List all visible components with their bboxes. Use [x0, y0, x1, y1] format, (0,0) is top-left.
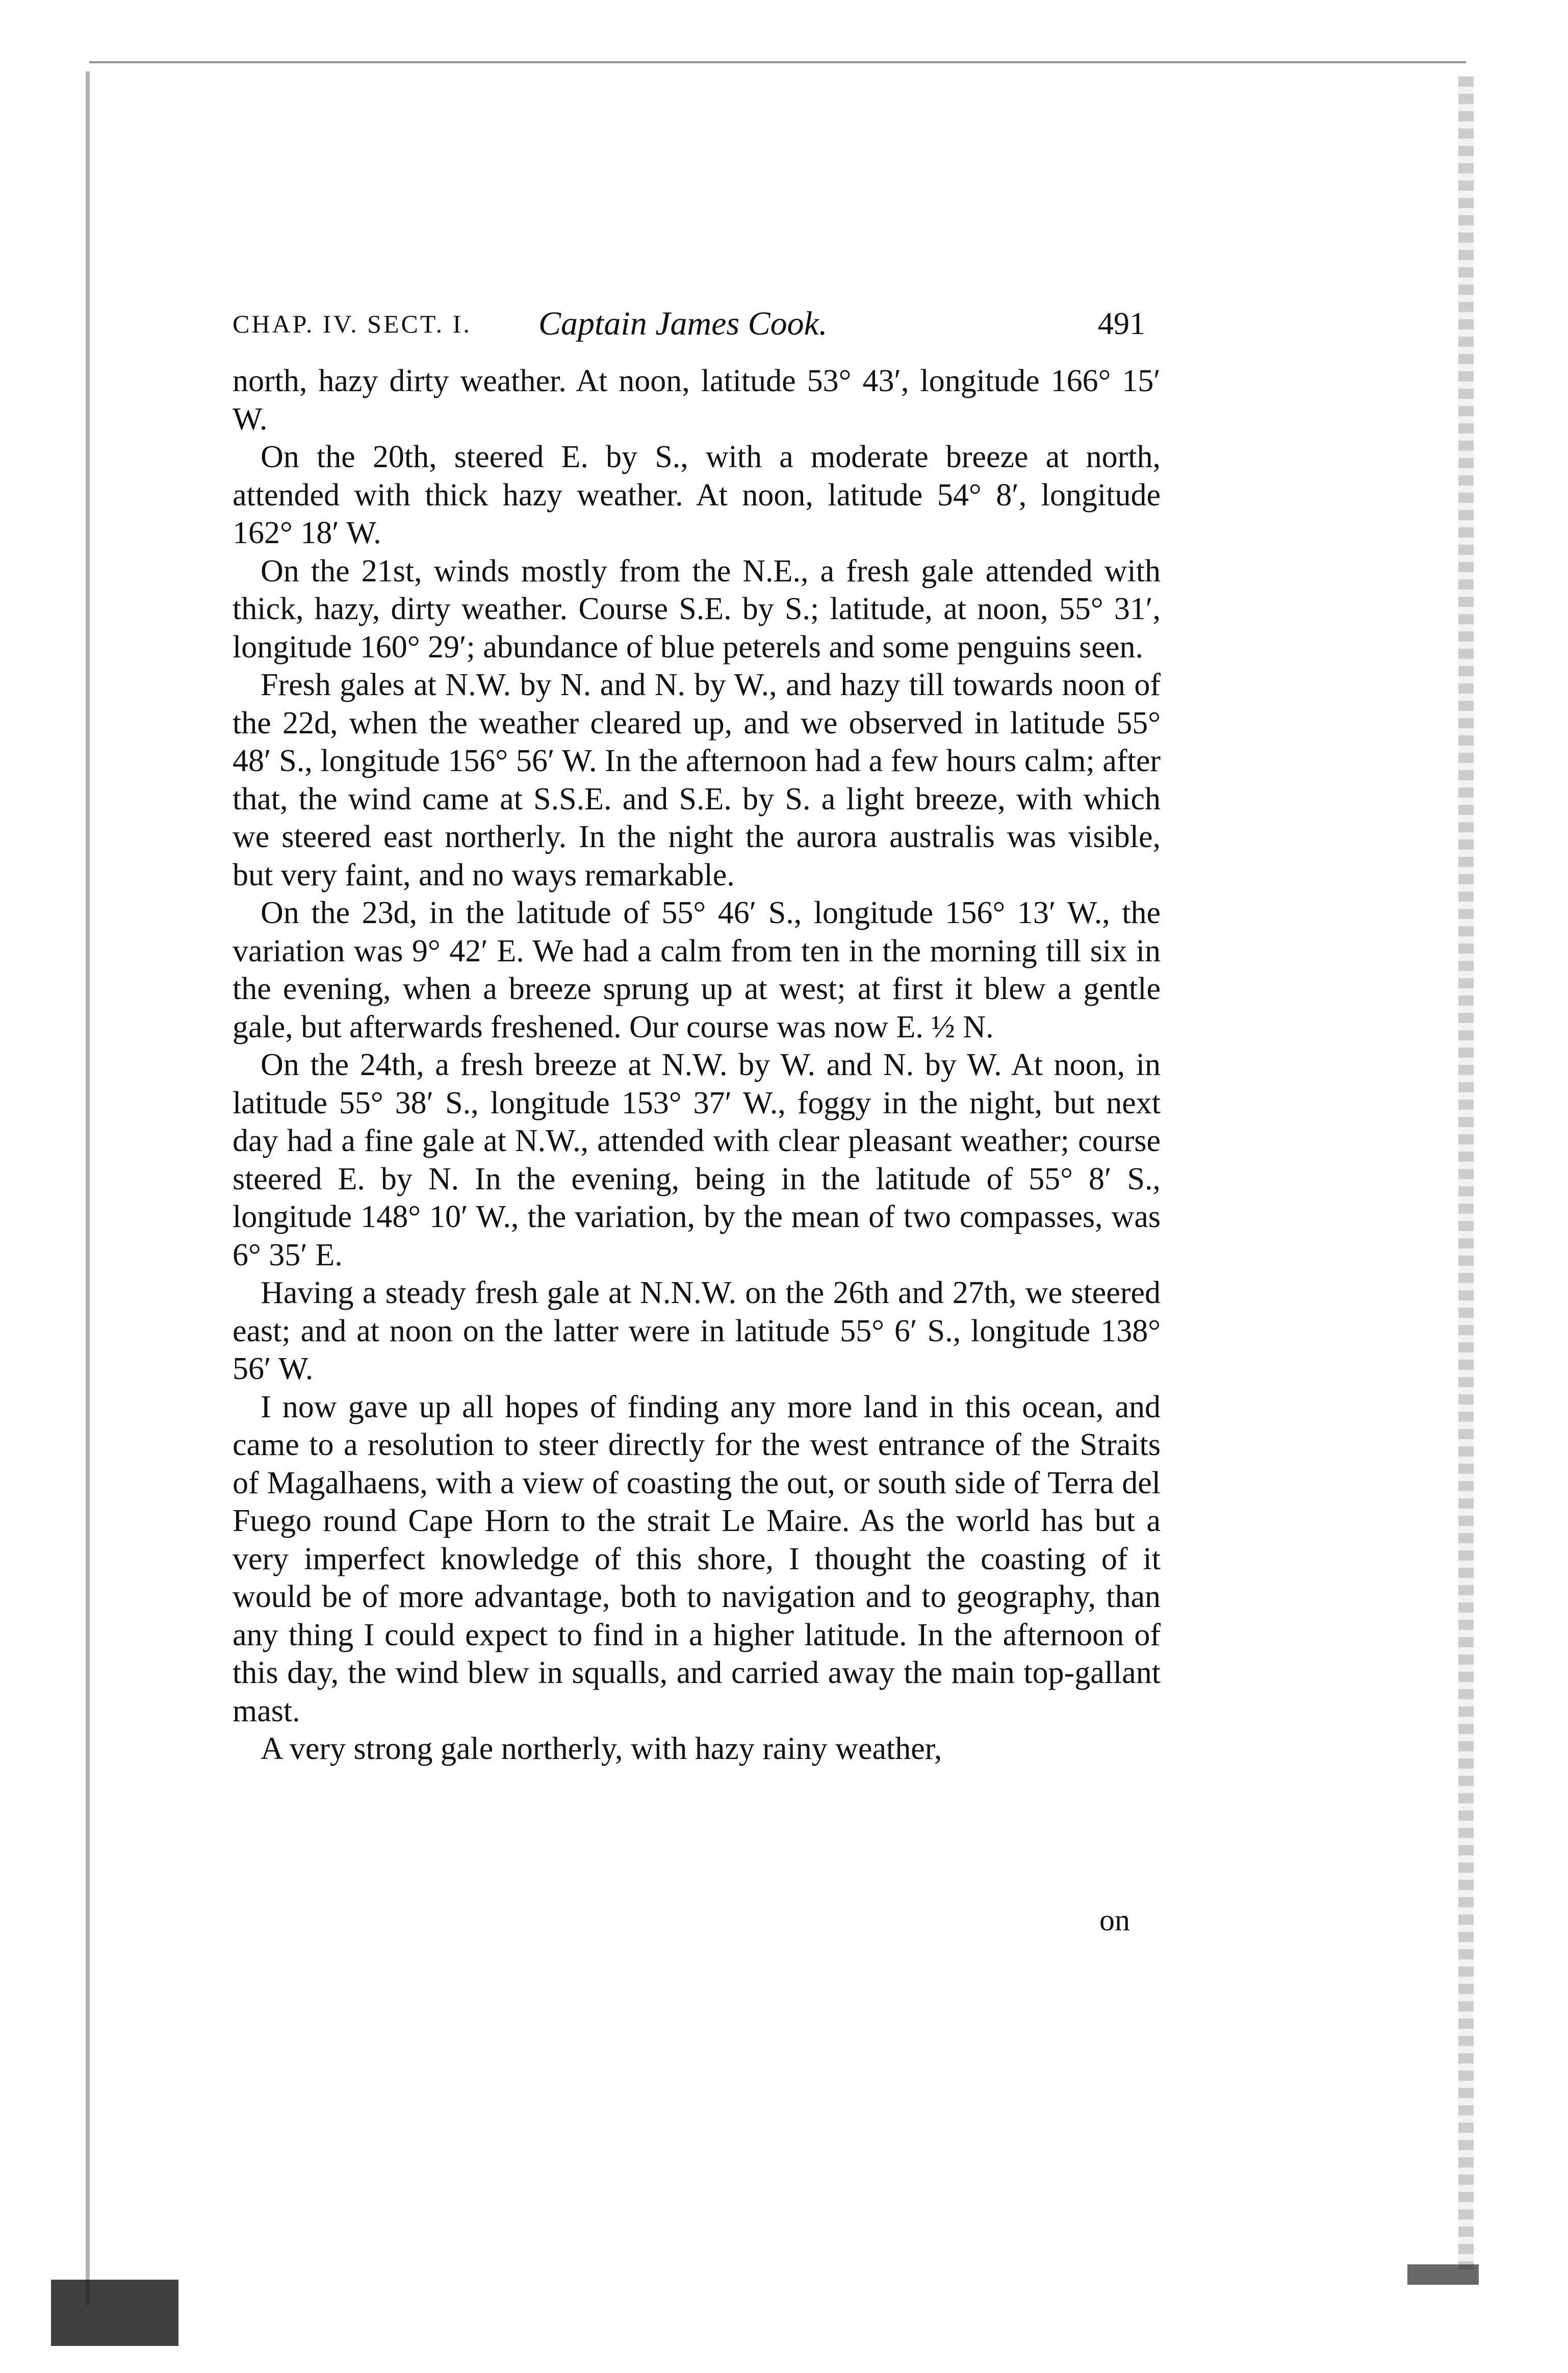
paragraph-6: On the 24th, a fresh breeze at N.W. by W. and N. by W. At noon, in latitude 55° 38′ S., longitude 153° 37′ W., foggy in the night, but next day had a fine gale at N.W., attended with clear pleasant weather; course steered E. by N. In the evening, being in the latitude of 55° 8′ S., longitude 148° 10′ W., the variation, by the mean of two compasses, was 6° 35′ E.: [233, 1048, 1161, 1272]
paragraph-9: A very strong gale northerly, with hazy rainy weather,: [261, 1731, 942, 1766]
scan-right-edge: [1458, 76, 1474, 2269]
paragraph-1: north, hazy dirty weather. At noon, latitude 53° 43′, longitude 166° 15′ W.: [233, 364, 1161, 437]
running-head: [233, 296, 1161, 352]
page-number: 491: [1098, 307, 1145, 341]
paragraph-8: I now gave up all hopes of finding any more land in this ocean, and came to a resolution to steer directly for the west entrance of the Straits of Magalhaens, with a view of coasting the out, or south side of Terra del Fuego round Cape Horn to the strait Le Maire. As the world has but a very imperfect knowledge of this shore, I thought the coasting of it would be of more advantage, both to navigation and to geography, than any thing I could expect to find in a higher latitude. In the afternoon of this day, the wind blew in squalls, and carried away the main top-gallant mast.: [233, 1389, 1161, 1728]
paragraph-4: Fresh gales at N.W. by N. and N. by W., and hazy till towards noon of the 22d, when the weather cleared up, and we observed in latitude 55° 48′ S., longitude 156° 56′ W. In the afternoon had a few hours calm; after that, the wind came at S.S.E. and S.E. by S. a light breeze, with which we steered east northerly. In the night the aurora australis was visible, but very faint, and no ways remarkable.: [233, 668, 1161, 892]
book-page: [233, 296, 1161, 1937]
scan-corner-bottom-right: [1407, 2264, 1479, 2285]
paragraph-7: Having a steady fresh gale at N.N.W. on the 26th and 27th, we steered east; and at noon on the latter were in latitude 55° 6′ S., longitude 138° 56′ W.: [233, 1275, 1161, 1386]
paragraph-3: On the 21st, winds mostly from the N.E., a fresh gale attended with thick, hazy, dirty weather. Course S.E. by S.; latitude, at noon, 55° 31′, longitude 160° 29′; abundance of blue peterels and some penguins seen.: [233, 553, 1161, 665]
scan-top-edge: [89, 61, 1466, 63]
running-title: Captain James Cook.: [538, 305, 828, 342]
paragraph-2: On the 20th, steered E. by S., with a moderate breeze at north, attended with thick hazy weather. At noon, latitude 54° 8′, longitude 162° 18′ W.: [233, 440, 1161, 550]
scan-corner-bottom-left: [51, 2280, 178, 2346]
chapter-section-label: CHAP. IV. SECT. I.: [233, 310, 472, 338]
catchword: on: [1099, 1903, 1130, 1937]
scan-left-edge: [86, 71, 90, 2305]
paragraph-5: On the 23d, in the latitude of 55° 46′ S., longitude 156° 13′ W., the variation was 9° 42′ E. We had a calm from ten in the morning till six in the evening, when a breeze sprung up at west; at first it blew a gentle gale, but afterwards freshened. Our course was now E. ½ N.: [233, 896, 1161, 1044]
body-text: [233, 362, 1161, 1768]
